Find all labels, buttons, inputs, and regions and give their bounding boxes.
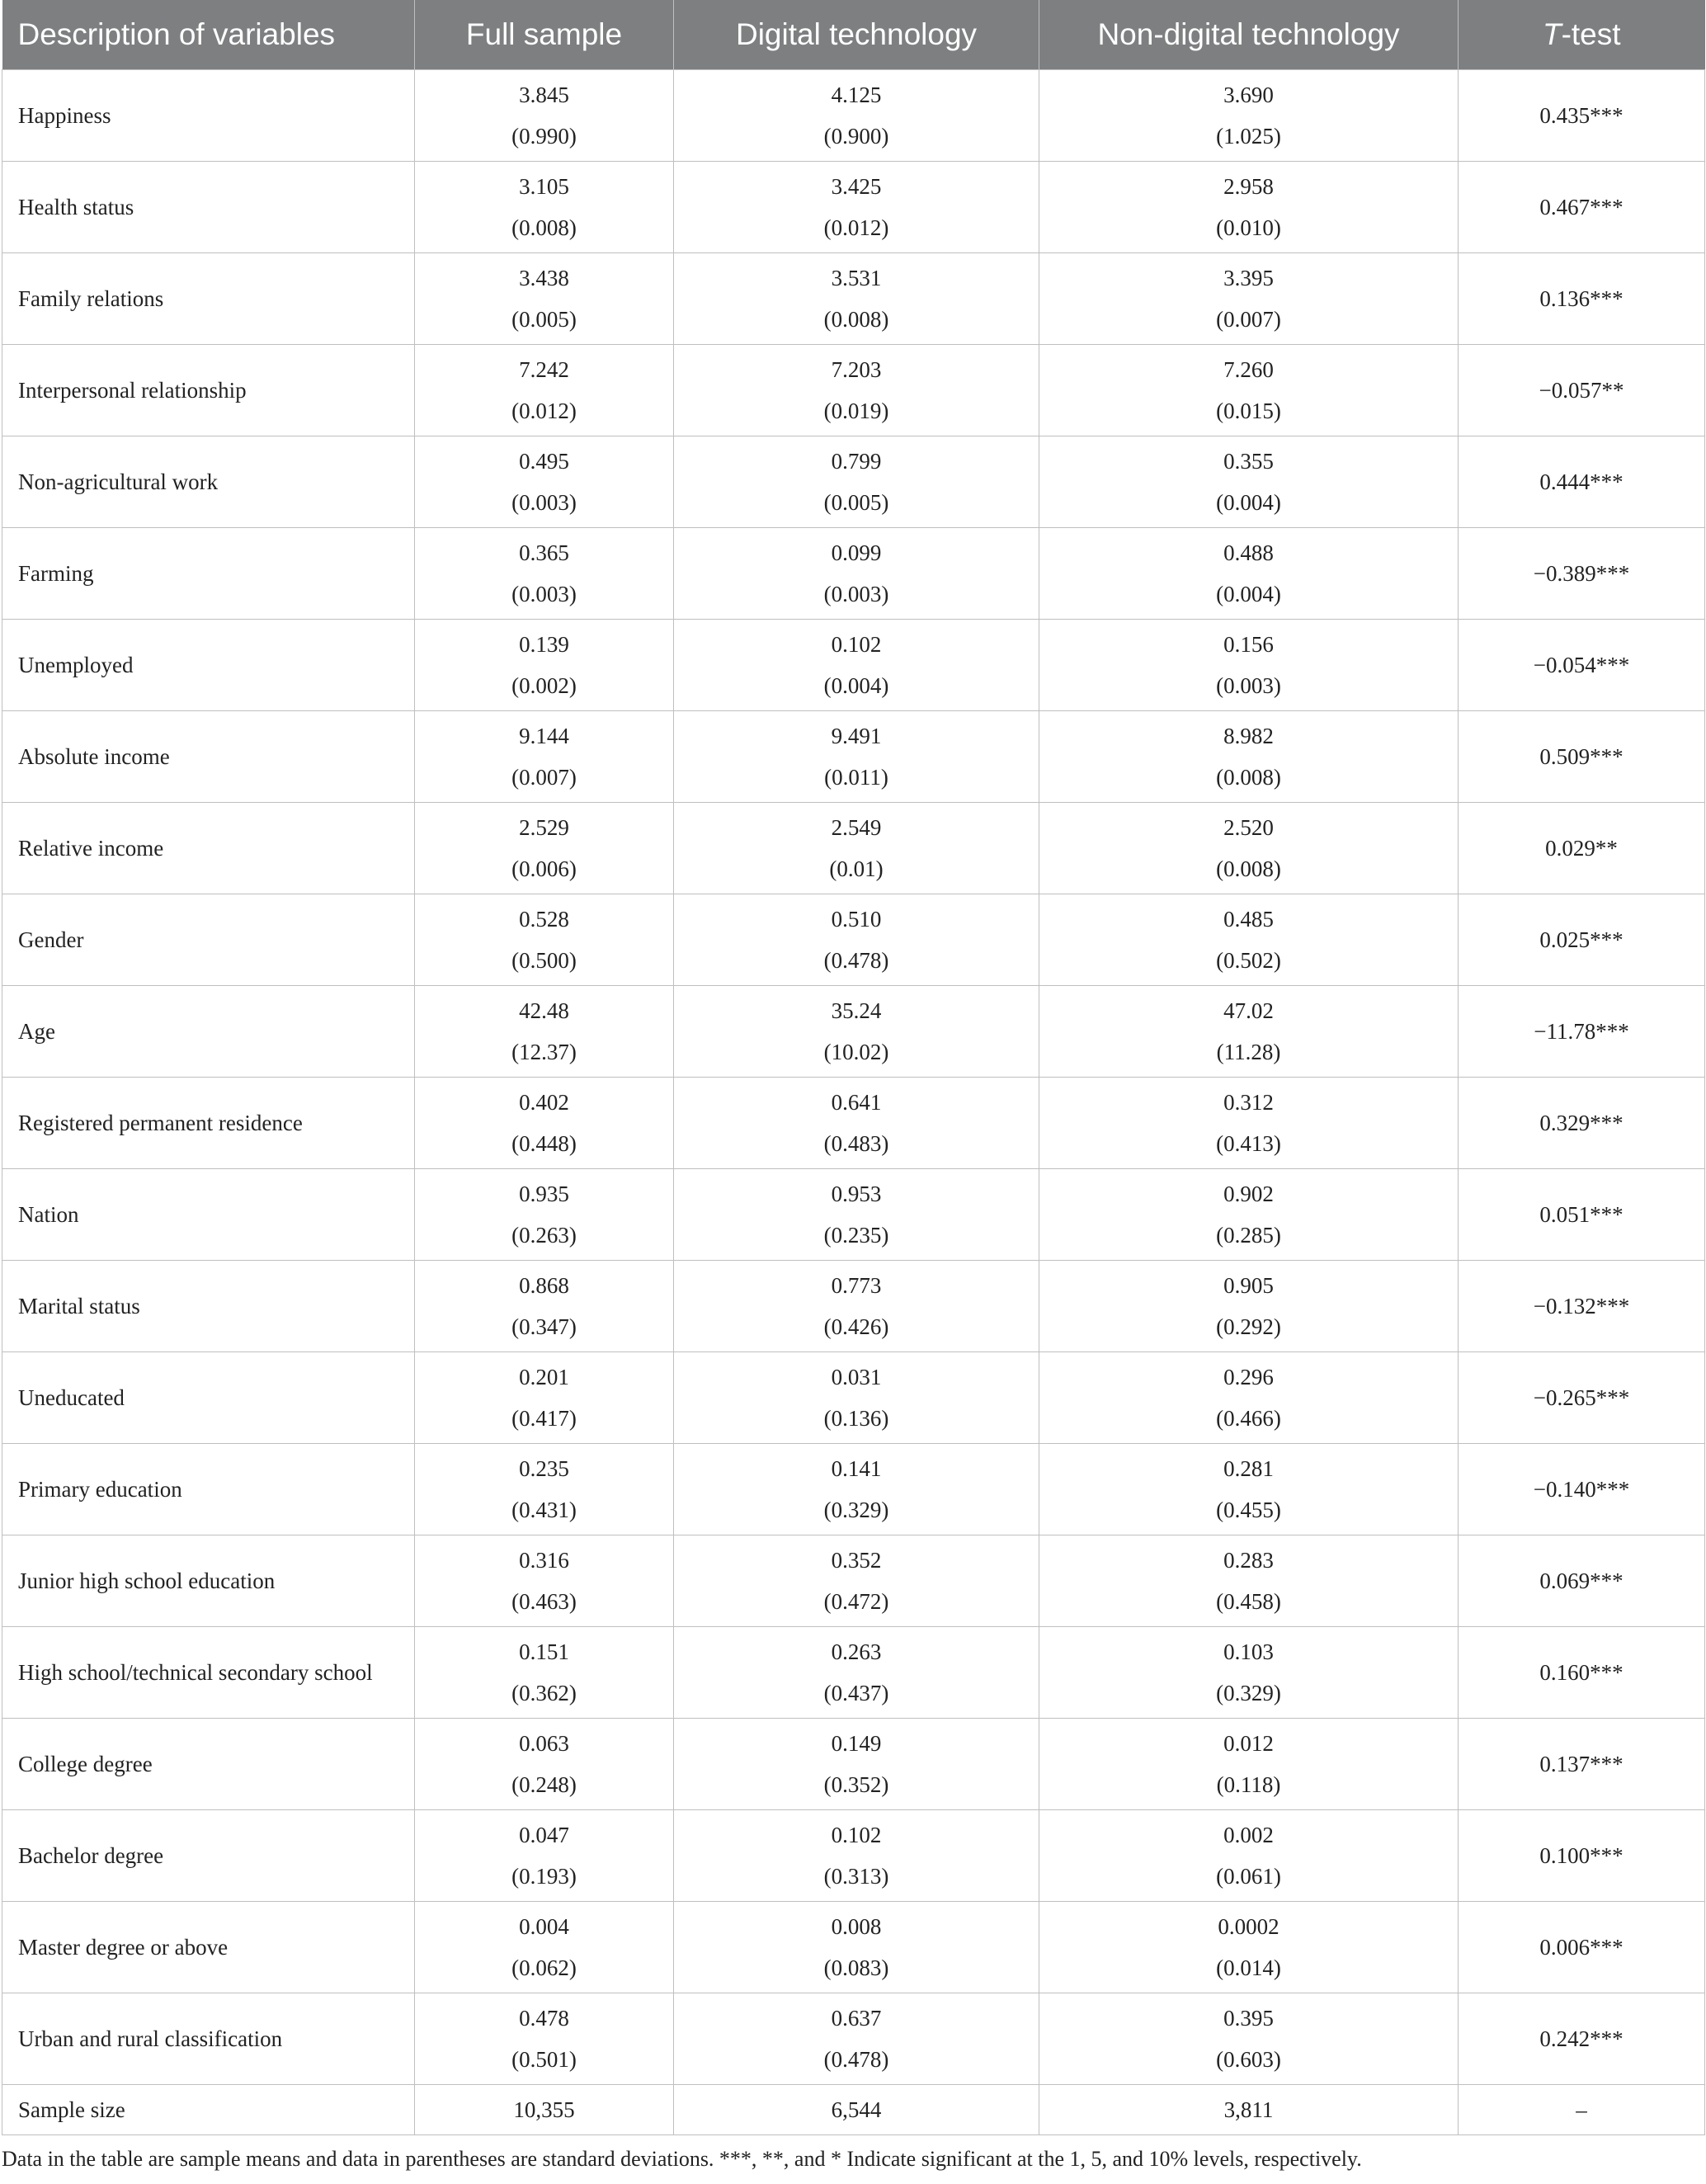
t-test-cell: 0.069*** <box>1459 1535 1705 1627</box>
table-row <box>2 1902 1705 1993</box>
header-non-digital-technology <box>1039 0 1459 70</box>
document-page <box>2 0 1704 2172</box>
mean-value: 47.02 <box>1223 998 1274 1023</box>
standard-deviation-value: (0.003) <box>511 582 577 606</box>
standard-deviation-value: (0.083) <box>823 1955 889 1980</box>
digital-technology-cell <box>674 1902 1039 1993</box>
standard-deviation-value: (0.235) <box>823 1223 889 1248</box>
standard-deviation-value: (0.014) <box>1216 1955 1281 1980</box>
mean-value: 0.510 <box>831 907 882 932</box>
mean-value: 3.690 <box>1223 83 1274 107</box>
full-sample-cell <box>415 70 674 162</box>
digital-technology-cell <box>674 1993 1039 2085</box>
mean-value: 0.528 <box>519 907 569 932</box>
mean-value: 7.260 <box>1223 357 1274 382</box>
non-digital-technology-cell <box>1039 1535 1459 1627</box>
digital-technology-cell <box>674 70 1039 162</box>
header-digital-technology <box>674 0 1039 70</box>
mean-value: 3.395 <box>1223 266 1274 290</box>
standard-deviation-value: (0.012) <box>823 215 889 240</box>
header-label-suffix: -test <box>1561 17 1621 51</box>
t-test-cell: 0.509*** <box>1459 711 1705 803</box>
variable-label: Registered permanent residence <box>2 1078 415 1169</box>
mean-value: 0.355 <box>1223 449 1274 474</box>
standard-deviation-value: (0.329) <box>1216 1681 1281 1705</box>
standard-deviation-value: (0.012) <box>511 399 577 423</box>
variable-label: Nation <box>2 1169 415 1261</box>
full-sample-cell <box>415 986 674 1078</box>
header-label: Description of variables <box>17 17 336 51</box>
t-test-cell: 0.051*** <box>1459 1169 1705 1261</box>
variable-label: High school/technical secondary school <box>2 1627 415 1719</box>
mean-value: 0.773 <box>831 1273 882 1298</box>
standard-deviation-value: (0.362) <box>511 1681 577 1705</box>
digital-technology-cell <box>674 345 1039 436</box>
mean-value: 0.008 <box>831 1914 882 1939</box>
mean-value: 0.283 <box>1223 1548 1274 1573</box>
non-digital-technology-cell <box>1039 1627 1459 1719</box>
full-sample-cell <box>415 253 674 345</box>
mean-value: 0.099 <box>831 540 882 565</box>
mean-value: 0.149 <box>831 1731 882 1756</box>
non-digital-technology-cell <box>1039 711 1459 803</box>
table-header-row <box>2 0 1705 70</box>
mean-value: 2.520 <box>1223 815 1274 840</box>
non-digital-technology-cell <box>1039 1169 1459 1261</box>
standard-deviation-value: (0.061) <box>1216 1864 1281 1889</box>
variable-label: Gender <box>2 894 415 986</box>
standard-deviation-value: (0.900) <box>823 124 889 149</box>
digital-technology-cell <box>674 620 1039 711</box>
mean-value: 0.281 <box>1223 1456 1274 1481</box>
full-sample-cell: 10,355 <box>415 2085 674 2135</box>
table-row <box>2 70 1705 162</box>
mean-value: 0.102 <box>831 1823 882 1847</box>
standard-deviation-value: (0.437) <box>823 1681 889 1705</box>
variable-label: Sample size <box>2 2085 415 2135</box>
standard-deviation-value: (0.008) <box>1216 856 1281 881</box>
mean-value: 0.312 <box>1223 1090 1274 1115</box>
full-sample-cell <box>415 1078 674 1169</box>
mean-value: 42.48 <box>519 998 569 1023</box>
mean-value: 0.316 <box>519 1548 569 1573</box>
table-row <box>2 345 1705 436</box>
mean-value: 0.953 <box>831 1182 882 1206</box>
header-label-italic: T <box>1542 17 1562 51</box>
header-label: Digital technology <box>735 17 978 51</box>
variable-label: Absolute income <box>2 711 415 803</box>
table-header <box>2 0 1705 70</box>
mean-value: 3.425 <box>831 174 882 199</box>
mean-value: 0.395 <box>1223 2006 1274 2031</box>
digital-technology-cell <box>674 1535 1039 1627</box>
table-row <box>2 162 1705 253</box>
t-test-cell: 0.029** <box>1459 803 1705 894</box>
variable-label: Interpersonal relationship <box>2 345 415 436</box>
standard-deviation-value: (0.472) <box>823 1589 889 1614</box>
standard-deviation-value: (0.006) <box>511 856 577 881</box>
digital-technology-cell <box>674 1352 1039 1444</box>
variable-label: College degree <box>2 1719 415 1810</box>
variable-label: Uneducated <box>2 1352 415 1444</box>
variable-label: Family relations <box>2 253 415 345</box>
standard-deviation-value: (0.062) <box>511 1955 577 1980</box>
table-row <box>2 1078 1705 1169</box>
mean-value: 0.151 <box>519 1639 569 1664</box>
header-t-test <box>1459 0 1705 70</box>
descriptive-statistics-table <box>2 0 1705 2135</box>
mean-value: 3.438 <box>519 266 569 290</box>
table-row <box>2 253 1705 345</box>
standard-deviation-value: (0.431) <box>511 1498 577 1522</box>
non-digital-technology-cell <box>1039 1993 1459 2085</box>
full-sample-cell <box>415 620 674 711</box>
standard-deviation-value: (0.292) <box>1216 1314 1281 1339</box>
t-test-cell: 0.444*** <box>1459 436 1705 528</box>
full-sample-cell <box>415 894 674 986</box>
variable-label: Bachelor degree <box>2 1810 415 1902</box>
standard-deviation-value: (0.193) <box>511 1864 577 1889</box>
header-full-sample <box>415 0 674 70</box>
full-sample-cell <box>415 1627 674 1719</box>
full-sample-cell <box>415 1810 674 1902</box>
t-test-cell: 0.006*** <box>1459 1902 1705 1993</box>
table-row <box>2 436 1705 528</box>
variable-label: Age <box>2 986 415 1078</box>
mean-value: 9.491 <box>831 724 882 748</box>
table-row <box>2 1627 1705 1719</box>
mean-value: 9.144 <box>519 724 569 748</box>
mean-value: 0.141 <box>831 1456 882 1481</box>
digital-technology-cell <box>674 1444 1039 1535</box>
mean-value: 0.047 <box>519 1823 569 1847</box>
standard-deviation-value: (0.426) <box>823 1314 889 1339</box>
mean-value: 2.529 <box>519 815 569 840</box>
table-row <box>2 803 1705 894</box>
standard-deviation-value: (0.248) <box>511 1772 577 1797</box>
mean-value: 0.488 <box>1223 540 1274 565</box>
table-row <box>2 1444 1705 1535</box>
mean-value: 0.905 <box>1223 1273 1274 1298</box>
non-digital-technology-cell <box>1039 436 1459 528</box>
digital-technology-cell <box>674 894 1039 986</box>
full-sample-cell <box>415 1719 674 1810</box>
table-row <box>2 528 1705 620</box>
mean-value: 0.201 <box>519 1365 569 1389</box>
mean-value: 0.0002 <box>1218 1914 1280 1939</box>
full-sample-cell <box>415 528 674 620</box>
mean-value: 0.103 <box>1223 1639 1274 1664</box>
standard-deviation-value: (0.003) <box>1216 673 1281 698</box>
variable-label: Relative income <box>2 803 415 894</box>
non-digital-technology-cell <box>1039 162 1459 253</box>
digital-technology-cell <box>674 253 1039 345</box>
full-sample-cell <box>415 345 674 436</box>
standard-deviation-value: (0.463) <box>511 1589 577 1614</box>
table-row <box>2 1810 1705 1902</box>
standard-deviation-value: (0.019) <box>823 399 889 423</box>
mean-value: 0.296 <box>1223 1365 1274 1389</box>
standard-deviation-value: (0.008) <box>1216 765 1281 790</box>
standard-deviation-value: (0.329) <box>823 1498 889 1522</box>
full-sample-cell <box>415 1535 674 1627</box>
mean-value: 0.799 <box>831 449 882 474</box>
table-row <box>2 1535 1705 1627</box>
standard-deviation-value: (0.313) <box>823 1864 889 1889</box>
full-sample-cell <box>415 162 674 253</box>
standard-deviation-value: (0.285) <box>1216 1223 1281 1248</box>
table-footnote: Data in the table are sample means and data in parentheses are standard deviations. ***, **, and * Indicate significant at the 1, 5, and 10% levels, respectively. <box>2 2147 1362 2171</box>
standard-deviation-value: (12.37) <box>511 1040 577 1064</box>
standard-deviation-value: (0.478) <box>823 948 889 973</box>
digital-technology-cell <box>674 1627 1039 1719</box>
standard-deviation-value: (0.005) <box>823 490 889 515</box>
table-body <box>2 70 1705 2135</box>
non-digital-technology-cell <box>1039 803 1459 894</box>
digital-technology-cell <box>674 528 1039 620</box>
standard-deviation-value: (0.352) <box>823 1772 889 1797</box>
mean-value: 3.531 <box>831 266 882 290</box>
non-digital-technology-cell <box>1039 620 1459 711</box>
mean-value: 0.495 <box>519 449 569 474</box>
mean-value: 0.063 <box>519 1731 569 1756</box>
standard-deviation-value: (0.010) <box>1216 215 1281 240</box>
t-test-cell: – <box>1459 2085 1705 2135</box>
full-sample-cell <box>415 711 674 803</box>
mean-value: 0.478 <box>519 2006 569 2031</box>
standard-deviation-value: (0.347) <box>511 1314 577 1339</box>
non-digital-technology-cell <box>1039 1810 1459 1902</box>
mean-value: 0.352 <box>831 1548 882 1573</box>
standard-deviation-value: (0.603) <box>1216 2047 1281 2072</box>
digital-technology-cell <box>674 1078 1039 1169</box>
non-digital-technology-cell <box>1039 1902 1459 1993</box>
table-row <box>2 1169 1705 1261</box>
t-test-cell: 0.160*** <box>1459 1627 1705 1719</box>
mean-value: 0.235 <box>519 1456 569 1481</box>
non-digital-technology-cell <box>1039 528 1459 620</box>
variable-label: Farming <box>2 528 415 620</box>
standard-deviation-value: (0.004) <box>1216 582 1281 606</box>
t-test-cell: −0.057** <box>1459 345 1705 436</box>
table-row <box>2 620 1705 711</box>
t-test-cell: 0.136*** <box>1459 253 1705 345</box>
digital-technology-cell <box>674 711 1039 803</box>
full-sample-cell <box>415 1169 674 1261</box>
t-test-cell: 0.025*** <box>1459 894 1705 986</box>
standard-deviation-value: (0.008) <box>511 215 577 240</box>
standard-deviation-value: (0.136) <box>823 1406 889 1431</box>
full-sample-cell <box>415 1993 674 2085</box>
standard-deviation-value: (0.417) <box>511 1406 577 1431</box>
mean-value: 2.549 <box>831 815 882 840</box>
mean-value: 4.125 <box>831 83 882 107</box>
t-test-cell: −0.132*** <box>1459 1261 1705 1352</box>
mean-value: 0.402 <box>519 1090 569 1115</box>
table-row <box>2 1261 1705 1352</box>
mean-value: 0.485 <box>1223 907 1274 932</box>
mean-value: 0.102 <box>831 632 882 657</box>
standard-deviation-value: (0.466) <box>1216 1406 1281 1431</box>
t-test-cell: −0.265*** <box>1459 1352 1705 1444</box>
standard-deviation-value: (0.003) <box>823 582 889 606</box>
mean-value: 3.845 <box>519 83 569 107</box>
non-digital-technology-cell <box>1039 1719 1459 1810</box>
standard-deviation-value: (0.007) <box>511 765 577 790</box>
t-test-cell: 0.329*** <box>1459 1078 1705 1169</box>
digital-technology-cell <box>674 1261 1039 1352</box>
standard-deviation-value: (0.015) <box>1216 399 1281 423</box>
variable-label: Health status <box>2 162 415 253</box>
mean-value: 0.935 <box>519 1182 569 1206</box>
t-test-cell: −0.054*** <box>1459 620 1705 711</box>
mean-value: 0.641 <box>831 1090 882 1115</box>
standard-deviation-value: (0.004) <box>823 673 889 698</box>
digital-technology-cell <box>674 1169 1039 1261</box>
standard-deviation-value: (11.28) <box>1216 1040 1281 1064</box>
table-row <box>2 894 1705 986</box>
variable-label: Junior high school education <box>2 1535 415 1627</box>
non-digital-technology-cell: 3,811 <box>1039 2085 1459 2135</box>
mean-value: 0.365 <box>519 540 569 565</box>
standard-deviation-value: (0.455) <box>1216 1498 1281 1522</box>
standard-deviation-value: (0.003) <box>511 490 577 515</box>
non-digital-technology-cell <box>1039 1078 1459 1169</box>
standard-deviation-value: (0.002) <box>511 673 577 698</box>
mean-value: 0.002 <box>1223 1823 1274 1847</box>
standard-deviation-value: (0.263) <box>511 1223 577 1248</box>
standard-deviation-value: (0.011) <box>824 765 888 790</box>
standard-deviation-value: (0.005) <box>511 307 577 332</box>
standard-deviation-value: (0.448) <box>511 1131 577 1156</box>
mean-value: 0.031 <box>831 1365 882 1389</box>
non-digital-technology-cell <box>1039 253 1459 345</box>
standard-deviation-value: (0.008) <box>823 307 889 332</box>
mean-value: 0.139 <box>519 632 569 657</box>
digital-technology-cell: 6,544 <box>674 2085 1039 2135</box>
variable-label: Unemployed <box>2 620 415 711</box>
digital-technology-cell <box>674 803 1039 894</box>
mean-value: 0.868 <box>519 1273 569 1298</box>
full-sample-cell <box>415 1902 674 1993</box>
standard-deviation-value: (0.413) <box>1216 1131 1281 1156</box>
standard-deviation-value: (0.483) <box>823 1131 889 1156</box>
t-test-cell: 0.242*** <box>1459 1993 1705 2085</box>
mean-value: 0.156 <box>1223 632 1274 657</box>
standard-deviation-value: (0.01) <box>829 856 884 881</box>
digital-technology-cell <box>674 436 1039 528</box>
table-row <box>2 1993 1705 2085</box>
full-sample-cell <box>415 436 674 528</box>
variable-label: Primary education <box>2 1444 415 1535</box>
standard-deviation-value: (0.478) <box>823 2047 889 2072</box>
variable-label: Urban and rural classification <box>2 1993 415 2085</box>
full-sample-cell <box>415 1444 674 1535</box>
mean-value: 2.958 <box>1223 174 1274 199</box>
variable-label: Marital status <box>2 1261 415 1352</box>
standard-deviation-value: (0.501) <box>511 2047 577 2072</box>
standard-deviation-value: (0.502) <box>1216 948 1281 973</box>
mean-value: 7.242 <box>519 357 569 382</box>
digital-technology-cell <box>674 162 1039 253</box>
standard-deviation-value: (0.007) <box>1216 307 1281 332</box>
variable-label: Master degree or above <box>2 1902 415 1993</box>
t-test-cell: −0.389*** <box>1459 528 1705 620</box>
full-sample-cell <box>415 803 674 894</box>
mean-value: 8.982 <box>1223 724 1274 748</box>
header-label: Non-digital technology <box>1097 17 1400 51</box>
non-digital-technology-cell <box>1039 1444 1459 1535</box>
mean-value: 35.24 <box>831 998 882 1023</box>
header-label: Full sample <box>465 17 623 51</box>
header-description <box>2 0 415 70</box>
sample-size-row <box>2 2085 1705 2135</box>
non-digital-technology-cell <box>1039 986 1459 1078</box>
standard-deviation-value: (0.458) <box>1216 1589 1281 1614</box>
full-sample-cell <box>415 1352 674 1444</box>
standard-deviation-value: (0.990) <box>511 124 577 149</box>
standard-deviation-value: (0.118) <box>1216 1772 1281 1797</box>
non-digital-technology-cell <box>1039 1352 1459 1444</box>
standard-deviation-value: (0.500) <box>511 948 577 973</box>
t-test-cell: 0.467*** <box>1459 162 1705 253</box>
standard-deviation-value: (1.025) <box>1216 124 1281 149</box>
mean-value: 0.902 <box>1223 1182 1274 1206</box>
mean-value: 3.105 <box>519 174 569 199</box>
non-digital-technology-cell <box>1039 345 1459 436</box>
standard-deviation-value: (10.02) <box>823 1040 889 1064</box>
table-row <box>2 1352 1705 1444</box>
non-digital-technology-cell <box>1039 894 1459 986</box>
digital-technology-cell <box>674 1810 1039 1902</box>
non-digital-technology-cell <box>1039 1261 1459 1352</box>
variable-label: Happiness <box>2 70 415 162</box>
t-test-cell: −0.140*** <box>1459 1444 1705 1535</box>
t-test-cell: 0.100*** <box>1459 1810 1705 1902</box>
variable-label: Non-agricultural work <box>2 436 415 528</box>
table-row <box>2 1719 1705 1810</box>
mean-value: 0.637 <box>831 2006 882 2031</box>
table-row <box>2 711 1705 803</box>
digital-technology-cell <box>674 986 1039 1078</box>
full-sample-cell <box>415 1261 674 1352</box>
mean-value: 0.263 <box>831 1639 882 1664</box>
mean-value: 0.004 <box>519 1914 569 1939</box>
standard-deviation-value: (0.004) <box>1216 490 1281 515</box>
mean-value: 0.012 <box>1223 1731 1274 1756</box>
t-test-cell: −11.78*** <box>1459 986 1705 1078</box>
t-test-cell: 0.435*** <box>1459 70 1705 162</box>
digital-technology-cell <box>674 1719 1039 1810</box>
table-row <box>2 986 1705 1078</box>
t-test-cell: 0.137*** <box>1459 1719 1705 1810</box>
mean-value: 7.203 <box>831 357 882 382</box>
non-digital-technology-cell <box>1039 70 1459 162</box>
